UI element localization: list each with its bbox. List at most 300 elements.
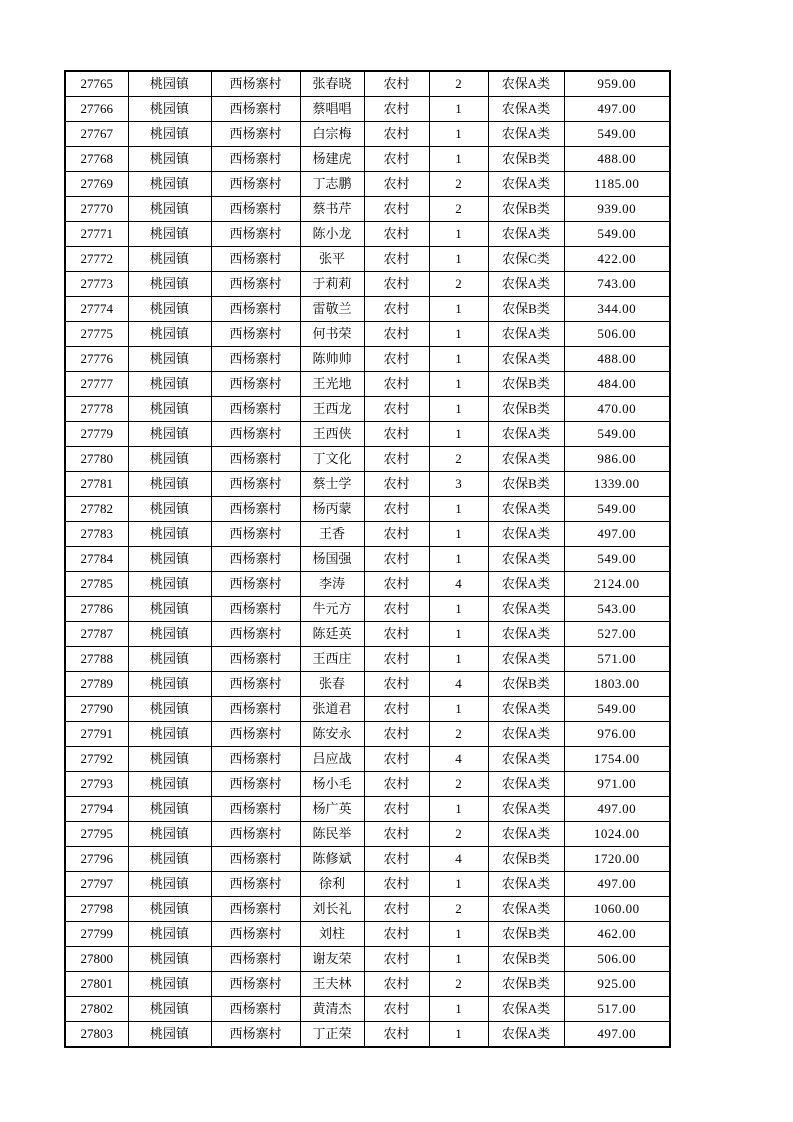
town-cell: 桃园镇 (128, 697, 211, 722)
insurance-category-cell: 农保B类 (488, 672, 564, 697)
person-count-cell: 1 (429, 997, 488, 1022)
person-count-cell: 1 (429, 347, 488, 372)
insurance-category-cell: 农保A类 (488, 697, 564, 722)
amount-cell: 743.00 (564, 272, 670, 297)
town-cell: 桃园镇 (128, 847, 211, 872)
insurance-category-cell: 农保A类 (488, 722, 564, 747)
residence-type-cell: 农村 (364, 547, 429, 572)
row-id-cell: 27780 (65, 447, 128, 472)
amount-cell: 506.00 (564, 947, 670, 972)
village-cell: 西杨寨村 (211, 522, 300, 547)
town-cell: 桃园镇 (128, 122, 211, 147)
town-cell: 桃园镇 (128, 422, 211, 447)
residence-type-cell: 农村 (364, 422, 429, 447)
person-count-cell: 1 (429, 922, 488, 947)
person-name-cell: 陈修斌 (300, 847, 364, 872)
table-row (65, 372, 670, 397)
person-name-cell: 何书荣 (300, 322, 364, 347)
person-name-cell: 刘柱 (300, 922, 364, 947)
residence-type-cell: 农村 (364, 522, 429, 547)
village-cell: 西杨寨村 (211, 647, 300, 672)
town-cell: 桃园镇 (128, 647, 211, 672)
insurance-category-cell: 农保A类 (488, 322, 564, 347)
person-name-cell: 李涛 (300, 572, 364, 597)
amount-cell: 470.00 (564, 397, 670, 422)
insurance-category-cell: 农保B类 (488, 397, 564, 422)
table-row (65, 547, 670, 572)
person-count-cell: 1 (429, 622, 488, 647)
insurance-category-cell: 农保C类 (488, 247, 564, 272)
insurance-category-cell: 农保A类 (488, 822, 564, 847)
table-row (65, 472, 670, 497)
person-name-cell: 杨小毛 (300, 772, 364, 797)
village-cell: 西杨寨村 (211, 747, 300, 772)
row-id-cell: 27778 (65, 397, 128, 422)
village-cell: 西杨寨村 (211, 797, 300, 822)
town-cell: 桃园镇 (128, 222, 211, 247)
insurance-category-cell: 农保A类 (488, 422, 564, 447)
table-row (65, 997, 670, 1022)
row-id-cell: 27769 (65, 172, 128, 197)
person-name-cell: 谢友荣 (300, 947, 364, 972)
amount-cell: 497.00 (564, 522, 670, 547)
village-cell: 西杨寨村 (211, 222, 300, 247)
person-count-cell: 2 (429, 897, 488, 922)
village-cell: 西杨寨村 (211, 1022, 300, 1048)
person-name-cell: 蔡士学 (300, 472, 364, 497)
town-cell: 桃园镇 (128, 272, 211, 297)
person-count-cell: 1 (429, 697, 488, 722)
insurance-roster-table (64, 70, 671, 1048)
person-name-cell: 蔡唱唱 (300, 97, 364, 122)
residence-type-cell: 农村 (364, 597, 429, 622)
row-id-cell: 27801 (65, 972, 128, 997)
table-row (65, 422, 670, 447)
residence-type-cell: 农村 (364, 122, 429, 147)
person-count-cell: 1 (429, 222, 488, 247)
town-cell: 桃园镇 (128, 147, 211, 172)
person-name-cell: 陈帅帅 (300, 347, 364, 372)
town-cell: 桃园镇 (128, 772, 211, 797)
row-id-cell: 27782 (65, 497, 128, 522)
residence-type-cell: 农村 (364, 472, 429, 497)
village-cell: 西杨寨村 (211, 547, 300, 572)
person-count-cell: 1 (429, 122, 488, 147)
insurance-category-cell: 农保A类 (488, 647, 564, 672)
person-name-cell: 王西侠 (300, 422, 364, 447)
village-cell: 西杨寨村 (211, 697, 300, 722)
residence-type-cell: 农村 (364, 722, 429, 747)
insurance-category-cell: 农保A类 (488, 122, 564, 147)
residence-type-cell: 农村 (364, 347, 429, 372)
town-cell: 桃园镇 (128, 822, 211, 847)
insurance-category-cell: 农保A类 (488, 597, 564, 622)
person-count-cell: 2 (429, 822, 488, 847)
insurance-category-cell: 农保A类 (488, 747, 564, 772)
person-name-cell: 雷敬兰 (300, 297, 364, 322)
person-count-cell: 4 (429, 847, 488, 872)
person-name-cell: 吕应战 (300, 747, 364, 772)
table-row (65, 747, 670, 772)
table-row (65, 572, 670, 597)
village-cell: 西杨寨村 (211, 422, 300, 447)
person-count-cell: 1 (429, 422, 488, 447)
village-cell: 西杨寨村 (211, 397, 300, 422)
person-count-cell: 1 (429, 372, 488, 397)
table-row (65, 522, 670, 547)
amount-cell: 549.00 (564, 122, 670, 147)
amount-cell: 488.00 (564, 147, 670, 172)
row-id-cell: 27774 (65, 297, 128, 322)
village-cell: 西杨寨村 (211, 822, 300, 847)
residence-type-cell: 农村 (364, 872, 429, 897)
table-row (65, 872, 670, 897)
amount-cell: 976.00 (564, 722, 670, 747)
residence-type-cell: 农村 (364, 447, 429, 472)
village-cell: 西杨寨村 (211, 497, 300, 522)
village-cell: 西杨寨村 (211, 722, 300, 747)
insurance-category-cell: 农保A类 (488, 622, 564, 647)
table-row (65, 797, 670, 822)
amount-cell: 1185.00 (564, 172, 670, 197)
amount-cell: 925.00 (564, 972, 670, 997)
amount-cell: 971.00 (564, 772, 670, 797)
person-count-cell: 1 (429, 597, 488, 622)
residence-type-cell: 农村 (364, 847, 429, 872)
table-row (65, 347, 670, 372)
row-id-cell: 27792 (65, 747, 128, 772)
town-cell: 桃园镇 (128, 71, 211, 97)
amount-cell: 497.00 (564, 1022, 670, 1048)
table-row (65, 897, 670, 922)
row-id-cell: 27790 (65, 697, 128, 722)
village-cell: 西杨寨村 (211, 897, 300, 922)
table-row (65, 97, 670, 122)
town-cell: 桃园镇 (128, 547, 211, 572)
person-count-cell: 2 (429, 71, 488, 97)
row-id-cell: 27795 (65, 822, 128, 847)
table-row (65, 222, 670, 247)
village-cell: 西杨寨村 (211, 847, 300, 872)
residence-type-cell: 农村 (364, 697, 429, 722)
insurance-category-cell: 农保B类 (488, 472, 564, 497)
person-count-cell: 1 (429, 522, 488, 547)
row-id-cell: 27773 (65, 272, 128, 297)
amount-cell: 1803.00 (564, 672, 670, 697)
residence-type-cell: 农村 (364, 71, 429, 97)
person-count-cell: 1 (429, 397, 488, 422)
row-id-cell: 27767 (65, 122, 128, 147)
person-count-cell: 2 (429, 447, 488, 472)
person-count-cell: 1 (429, 647, 488, 672)
town-cell: 桃园镇 (128, 472, 211, 497)
amount-cell: 2124.00 (564, 572, 670, 597)
residence-type-cell: 农村 (364, 1022, 429, 1048)
row-id-cell: 27791 (65, 722, 128, 747)
village-cell: 西杨寨村 (211, 197, 300, 222)
residence-type-cell: 农村 (364, 647, 429, 672)
insurance-category-cell: 农保A类 (488, 222, 564, 247)
insurance-category-cell: 农保B类 (488, 922, 564, 947)
residence-type-cell: 农村 (364, 222, 429, 247)
row-id-cell: 27794 (65, 797, 128, 822)
person-count-cell: 1 (429, 297, 488, 322)
table-row (65, 972, 670, 997)
village-cell: 西杨寨村 (211, 122, 300, 147)
row-id-cell: 27787 (65, 622, 128, 647)
person-name-cell: 杨建虎 (300, 147, 364, 172)
table-row (65, 447, 670, 472)
town-cell: 桃园镇 (128, 522, 211, 547)
person-count-cell: 1 (429, 947, 488, 972)
table-row (65, 697, 670, 722)
person-count-cell: 1 (429, 797, 488, 822)
amount-cell: 344.00 (564, 297, 670, 322)
row-id-cell: 27783 (65, 522, 128, 547)
insurance-category-cell: 农保B类 (488, 197, 564, 222)
row-id-cell: 27786 (65, 597, 128, 622)
village-cell: 西杨寨村 (211, 572, 300, 597)
residence-type-cell: 农村 (364, 797, 429, 822)
amount-cell: 1024.00 (564, 822, 670, 847)
amount-cell: 422.00 (564, 247, 670, 272)
table-row (65, 197, 670, 222)
person-count-cell: 1 (429, 322, 488, 347)
person-name-cell: 王夫林 (300, 972, 364, 997)
person-name-cell: 陈小龙 (300, 222, 364, 247)
person-name-cell: 丁志鹏 (300, 172, 364, 197)
row-id-cell: 27793 (65, 772, 128, 797)
insurance-category-cell: 农保B类 (488, 297, 564, 322)
town-cell: 桃园镇 (128, 797, 211, 822)
town-cell: 桃园镇 (128, 397, 211, 422)
table-body (65, 71, 670, 1047)
amount-cell: 1060.00 (564, 897, 670, 922)
town-cell: 桃园镇 (128, 372, 211, 397)
row-id-cell: 27766 (65, 97, 128, 122)
person-name-cell: 王光地 (300, 372, 364, 397)
table-row (65, 322, 670, 347)
residence-type-cell: 农村 (364, 897, 429, 922)
person-name-cell: 于莉莉 (300, 272, 364, 297)
person-count-cell: 1 (429, 872, 488, 897)
row-id-cell: 27768 (65, 147, 128, 172)
person-count-cell: 4 (429, 572, 488, 597)
row-id-cell: 27765 (65, 71, 128, 97)
table-row (65, 847, 670, 872)
residence-type-cell: 农村 (364, 247, 429, 272)
person-count-cell: 1 (429, 497, 488, 522)
person-count-cell: 1 (429, 247, 488, 272)
person-count-cell: 2 (429, 197, 488, 222)
town-cell: 桃园镇 (128, 497, 211, 522)
table-row (65, 71, 670, 97)
table-row (65, 597, 670, 622)
row-id-cell: 27776 (65, 347, 128, 372)
village-cell: 西杨寨村 (211, 247, 300, 272)
insurance-category-cell: 农保A类 (488, 772, 564, 797)
person-name-cell: 丁正荣 (300, 1022, 364, 1048)
person-name-cell: 王香 (300, 522, 364, 547)
row-id-cell: 27777 (65, 372, 128, 397)
person-name-cell: 王西龙 (300, 397, 364, 422)
insurance-category-cell: 农保A类 (488, 1022, 564, 1048)
amount-cell: 497.00 (564, 97, 670, 122)
amount-cell: 517.00 (564, 997, 670, 1022)
residence-type-cell: 农村 (364, 322, 429, 347)
row-id-cell: 27781 (65, 472, 128, 497)
person-name-cell: 刘长礼 (300, 897, 364, 922)
amount-cell: 462.00 (564, 922, 670, 947)
row-id-cell: 27785 (65, 572, 128, 597)
village-cell: 西杨寨村 (211, 297, 300, 322)
amount-cell: 543.00 (564, 597, 670, 622)
residence-type-cell: 农村 (364, 272, 429, 297)
person-count-cell: 4 (429, 747, 488, 772)
row-id-cell: 27800 (65, 947, 128, 972)
town-cell: 桃园镇 (128, 572, 211, 597)
village-cell: 西杨寨村 (211, 347, 300, 372)
amount-cell: 1720.00 (564, 847, 670, 872)
village-cell: 西杨寨村 (211, 972, 300, 997)
insurance-category-cell: 农保A类 (488, 272, 564, 297)
village-cell: 西杨寨村 (211, 947, 300, 972)
row-id-cell: 27779 (65, 422, 128, 447)
residence-type-cell: 农村 (364, 172, 429, 197)
village-cell: 西杨寨村 (211, 472, 300, 497)
town-cell: 桃园镇 (128, 747, 211, 772)
town-cell: 桃园镇 (128, 322, 211, 347)
insurance-category-cell: 农保A类 (488, 547, 564, 572)
amount-cell: 939.00 (564, 197, 670, 222)
village-cell: 西杨寨村 (211, 622, 300, 647)
row-id-cell: 27771 (65, 222, 128, 247)
row-id-cell: 27803 (65, 1022, 128, 1048)
insurance-category-cell: 农保A类 (488, 71, 564, 97)
table-row (65, 722, 670, 747)
village-cell: 西杨寨村 (211, 372, 300, 397)
insurance-category-cell: 农保A类 (488, 797, 564, 822)
amount-cell: 549.00 (564, 497, 670, 522)
person-name-cell: 徐利 (300, 872, 364, 897)
town-cell: 桃园镇 (128, 597, 211, 622)
residence-type-cell: 农村 (364, 947, 429, 972)
town-cell: 桃园镇 (128, 922, 211, 947)
town-cell: 桃园镇 (128, 172, 211, 197)
village-cell: 西杨寨村 (211, 997, 300, 1022)
town-cell: 桃园镇 (128, 97, 211, 122)
town-cell: 桃园镇 (128, 197, 211, 222)
row-id-cell: 27797 (65, 872, 128, 897)
residence-type-cell: 农村 (364, 972, 429, 997)
village-cell: 西杨寨村 (211, 672, 300, 697)
village-cell: 西杨寨村 (211, 71, 300, 97)
amount-cell: 549.00 (564, 222, 670, 247)
person-name-cell: 杨丙蒙 (300, 497, 364, 522)
insurance-category-cell: 农保A类 (488, 347, 564, 372)
amount-cell: 549.00 (564, 547, 670, 572)
table-row (65, 622, 670, 647)
row-id-cell: 27772 (65, 247, 128, 272)
row-id-cell: 27802 (65, 997, 128, 1022)
person-count-cell: 2 (429, 172, 488, 197)
residence-type-cell: 农村 (364, 397, 429, 422)
person-count-cell: 4 (429, 672, 488, 697)
person-name-cell: 丁文化 (300, 447, 364, 472)
person-count-cell: 2 (429, 772, 488, 797)
row-id-cell: 27770 (65, 197, 128, 222)
table-row (65, 672, 670, 697)
person-count-cell: 3 (429, 472, 488, 497)
residence-type-cell: 农村 (364, 97, 429, 122)
person-name-cell: 杨广英 (300, 797, 364, 822)
residence-type-cell: 农村 (364, 497, 429, 522)
table-row (65, 147, 670, 172)
row-id-cell: 27798 (65, 897, 128, 922)
amount-cell: 959.00 (564, 71, 670, 97)
person-name-cell: 蔡书芹 (300, 197, 364, 222)
amount-cell: 549.00 (564, 422, 670, 447)
table-row (65, 497, 670, 522)
person-name-cell: 陈廷英 (300, 622, 364, 647)
person-count-cell: 2 (429, 272, 488, 297)
person-name-cell: 张春晓 (300, 71, 364, 97)
residence-type-cell: 农村 (364, 147, 429, 172)
insurance-category-cell: 农保B类 (488, 972, 564, 997)
amount-cell: 1339.00 (564, 472, 670, 497)
table-row (65, 922, 670, 947)
residence-type-cell: 农村 (364, 822, 429, 847)
person-name-cell: 白宗梅 (300, 122, 364, 147)
residence-type-cell: 农村 (364, 297, 429, 322)
town-cell: 桃园镇 (128, 897, 211, 922)
person-name-cell: 王西庄 (300, 647, 364, 672)
residence-type-cell: 农村 (364, 197, 429, 222)
town-cell: 桃园镇 (128, 672, 211, 697)
amount-cell: 506.00 (564, 322, 670, 347)
insurance-category-cell: 农保A类 (488, 97, 564, 122)
row-id-cell: 27784 (65, 547, 128, 572)
residence-type-cell: 农村 (364, 572, 429, 597)
village-cell: 西杨寨村 (211, 172, 300, 197)
row-id-cell: 27799 (65, 922, 128, 947)
table-row (65, 122, 670, 147)
insurance-category-cell: 农保B类 (488, 947, 564, 972)
village-cell: 西杨寨村 (211, 447, 300, 472)
town-cell: 桃园镇 (128, 947, 211, 972)
insurance-category-cell: 农保B类 (488, 147, 564, 172)
person-count-cell: 1 (429, 97, 488, 122)
village-cell: 西杨寨村 (211, 272, 300, 297)
insurance-category-cell: 农保A类 (488, 997, 564, 1022)
person-count-cell: 2 (429, 722, 488, 747)
town-cell: 桃园镇 (128, 347, 211, 372)
table-row (65, 272, 670, 297)
person-count-cell: 2 (429, 972, 488, 997)
town-cell: 桃园镇 (128, 872, 211, 897)
village-cell: 西杨寨村 (211, 147, 300, 172)
amount-cell: 488.00 (564, 347, 670, 372)
table-row (65, 822, 670, 847)
insurance-category-cell: 农保A类 (488, 897, 564, 922)
residence-type-cell: 农村 (364, 997, 429, 1022)
amount-cell: 986.00 (564, 447, 670, 472)
person-name-cell: 张平 (300, 247, 364, 272)
amount-cell: 484.00 (564, 372, 670, 397)
town-cell: 桃园镇 (128, 972, 211, 997)
person-name-cell: 张道君 (300, 697, 364, 722)
insurance-category-cell: 农保A类 (488, 872, 564, 897)
